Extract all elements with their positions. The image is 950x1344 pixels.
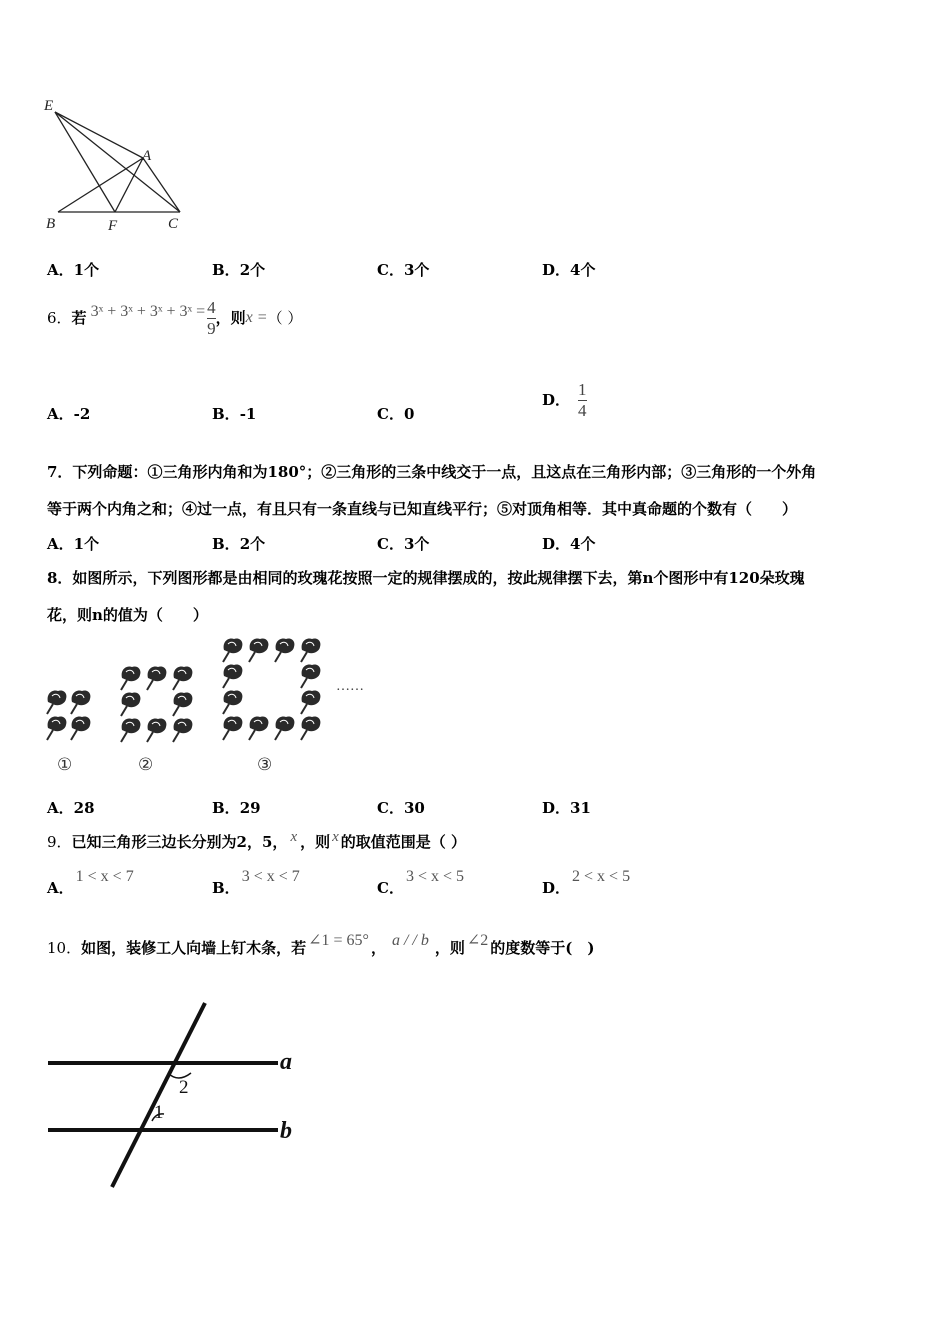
label-line-a: a <box>280 1049 292 1075</box>
q8-option-d[interactable]: D．31 <box>542 799 591 817</box>
rose-icon <box>223 690 242 714</box>
rose-icon <box>223 664 242 688</box>
rose-icon <box>223 716 242 740</box>
label-f: F <box>108 218 118 234</box>
rose-icon <box>121 718 140 742</box>
q6-expression: 3ˣ + 3ˣ + 3ˣ + 3ˣ = <box>90 303 206 320</box>
triangle-figure <box>40 92 200 237</box>
q6-prefix: 若 <box>71 309 87 327</box>
q5-option-d[interactable]: D．4个 <box>542 261 596 279</box>
q6-var: x = <box>245 309 268 326</box>
rose-icon <box>249 638 268 662</box>
rose-icon <box>275 716 294 740</box>
label-angle-1: 1 <box>154 1102 164 1123</box>
rose-icon <box>121 692 140 716</box>
question-6 <box>47 296 302 340</box>
rose-icon <box>71 716 90 740</box>
rose-icon <box>147 718 166 742</box>
q8-line-1: 8．如图所示，下列图形都是由相同的玫瑰花按照一定的规律摆成的，按此规律摆下去，第n个图形中有120朵玫瑰 <box>47 569 805 587</box>
rose-icon <box>301 716 320 740</box>
q7-option-b[interactable]: B．2个 <box>212 535 266 553</box>
segment-ba <box>58 158 143 212</box>
q8-option-c[interactable]: C．30 <box>377 799 425 817</box>
q7-line-1: 7．下列命题：①三角形内角和为180°；②三角形的三条中线交于一点，且这点在三角形内部；③三角形的一个外角 <box>47 463 817 481</box>
rose-icon <box>47 690 66 714</box>
rose-icon <box>121 666 140 690</box>
rose-icon <box>301 664 320 688</box>
q5-option-b[interactable]: B．2个 <box>212 261 266 279</box>
figure-label-3: ③ <box>257 755 273 774</box>
q8-option-a[interactable]: A．28 <box>47 799 95 817</box>
rose-icon <box>173 692 192 716</box>
q6-number: 6． <box>47 309 72 327</box>
rose-icon <box>301 690 320 714</box>
label-e: E <box>44 98 54 114</box>
q6-option-d-fraction: $\frac{1}{4}$ <box>578 379 587 420</box>
q8-option-b[interactable]: B．29 <box>212 799 261 817</box>
q6-option-d[interactable]: D． $\frac{1}{4}$ <box>542 379 587 420</box>
rose-pattern-figure <box>40 630 380 780</box>
label-a: A <box>142 148 152 164</box>
q9-option-d[interactable]: D．2 < x < 5 <box>542 868 631 897</box>
q6-option-b[interactable]: B．-1 <box>212 405 257 423</box>
q7-option-c[interactable]: C．3个 <box>377 535 430 553</box>
segment-ec <box>55 112 180 212</box>
label-c: C <box>168 216 179 232</box>
q6-frac-denominator: 9 <box>207 318 216 338</box>
figure-label-1: ① <box>57 755 73 774</box>
ellipsis-text: …… <box>336 679 364 694</box>
rose-icon <box>301 638 320 662</box>
rose-icon <box>47 716 66 740</box>
q6-option-c[interactable]: C．0 <box>377 405 415 423</box>
q6-frac-numerator: 4 <box>207 297 216 317</box>
label-b: B <box>46 216 56 232</box>
q8-line-2: 花，则n的值为（ ） <box>47 606 208 624</box>
q6-paren: （ ） <box>267 309 303 327</box>
label-line-b: b <box>280 1118 292 1144</box>
rose-icon <box>223 638 242 662</box>
q7-line-2: 等于两个内角之和；④过一点，有且只有一条直线与已知直线平行；⑤对顶角相等．其中真命题的个数有（ ） <box>47 500 798 518</box>
rose-icon <box>147 666 166 690</box>
q5-option-a[interactable]: A．1个 <box>47 261 100 279</box>
q5-option-c[interactable]: C．3个 <box>377 261 430 279</box>
question-10: 10．如图，装修工人向墙上钉木条，若 ∠1 = 65° ， a / / b ，则 ∠2 的度数等于( ) <box>47 932 595 957</box>
q9-option-a[interactable]: A．1 < x < 7 <box>47 868 134 897</box>
q9-option-c[interactable]: C．3 < x < 5 <box>377 868 464 897</box>
question-9: 9．已知三角形三边长分别为2，5， x ，则 x 的取值范围是（ ） <box>47 829 467 851</box>
parallel-lines-figure <box>40 995 310 1190</box>
label-angle-2: 2 <box>179 1077 189 1098</box>
rose-icon <box>173 718 192 742</box>
q6-fraction <box>207 299 216 338</box>
rose-icon <box>275 638 294 662</box>
q7-option-d[interactable]: D．4个 <box>542 535 596 553</box>
q6-option-a[interactable]: A．-2 <box>47 405 91 423</box>
rose-icon <box>249 716 268 740</box>
segment-ac <box>143 158 180 212</box>
q9-option-b[interactable]: B．3 < x < 7 <box>212 868 300 897</box>
transversal <box>112 1003 205 1187</box>
rose-icon <box>71 690 90 714</box>
q6-suffix: ，则 <box>215 309 246 327</box>
segment-fa <box>115 158 143 212</box>
rose-icon <box>173 666 192 690</box>
q7-option-a[interactable]: A．1个 <box>47 535 100 553</box>
figure-label-2: ② <box>138 755 154 774</box>
